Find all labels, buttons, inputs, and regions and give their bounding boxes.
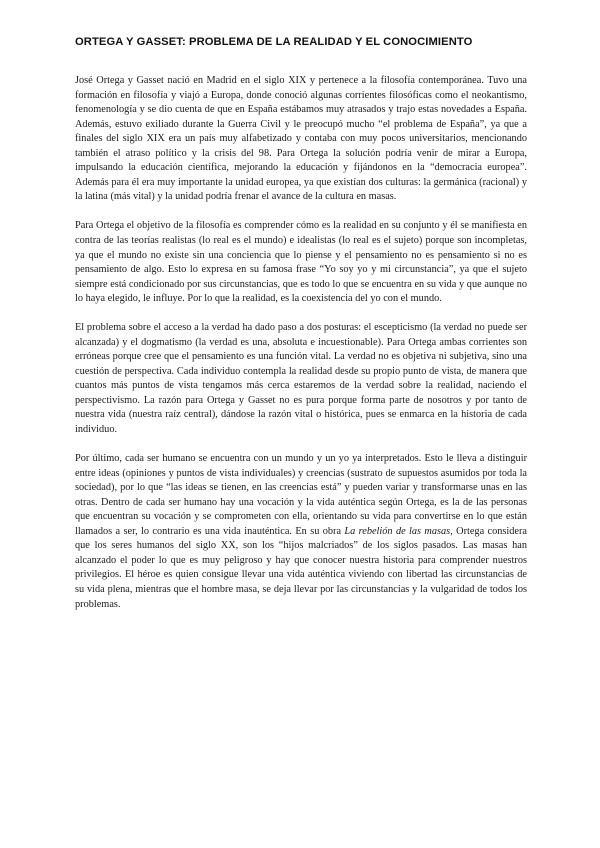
document-title: ORTEGA Y GASSET: PROBLEMA DE LA REALIDAD Y EL CONOCIMIENTO — [75, 36, 473, 48]
document-page — [75, 36, 527, 627]
book-title: La rebelión de las masas — [344, 525, 451, 537]
paragraph-text-part1: Por último, cada ser humano se encuentra con un mundo y un yo ya interpretados. Esto le lleva a distinguir entre ideas (opiniones y puntos de vista individuales) y creencias (sustrato de supuestos asumidos por toda la sociedad), por lo que “las ideas se tienen, en las creencias está” y pueden variar y transformarse unas en las otras. Dentro de cada ser humano hay una vocación y la vida auténtica según Ortega, es la de las personas que encuentran su vocación y se comprometen con ella, orientando su vida para convertirse en lo que están llamados a ser, lo contrario es una vida inauténtica. En su obra — [75, 453, 527, 537]
paragraph-truth: El problema sobre el acceso a la verdad ha dado paso a dos posturas: el escepticismo (la verdad no puede ser alcanzada) y el dogmatismo (la verdad es una, absoluta e incuestionable). Para Ortega ambas corrientes son erróneas porque cree que el pensamiento es una función vital. La verdad no es objetiva ni subjetiva, sino una cuestión de perspectiva. Cada individuo contempla la realidad desde su propio punto de vista, de manera que cuantos más puntos de vista tengamos más cerca estaremos de la verdad sobre la realidad, naciendo el perspectivismo. La razón para Ortega y Gasset no es pura porque forma parte de nosotros y por tanto de nuestra vida (nuestra raíz central), dándose la razón vital o histórica, pues se enmarca en la historia de cada individuo. — [75, 322, 527, 436]
paragraph-ideas-beliefs — [75, 452, 527, 612]
paragraph-biography: José Ortega y Gasset nació en Madrid en el siglo XIX y pertenece a la filosofía contemporánea. Tuvo una formación en filosofía y viajó a Europa, donde conoció algunas corrientes filosóficas como el neokantismo, fenomenología y se dio cuenta de que en España estábamos muy atrasados y trajo estas novedades a España. Además, estuvo exiliado durante la Guerra Civil y le preocupó mucho “el problema de España”, ya que a finales del siglo XIX era un país muy alfabetizado y contaba con muy pocos universitarios, mencionando también el atraso político y la crisis del 98. Para Ortega la solución podría venir de mirar a Europa, impulsando la educación científica, mejorando la educación y fijándonos en la “democracia europea”. Además para él era muy importante la unidad europea, ya que existían dos culturas: la germánica (racional) y la latina (más vital) y la unidad podría frenar el avance de la cultura en masas. — [75, 75, 527, 203]
paragraph-text-part2: , Ortega considera que los seres humanos del siglo XX, son los “hijos malcriados” de los siglos pasados. Las masas han alcanzado el poder lo que es muy peligroso y hay que conocer nuestra historia para comprender nuestros privilegios. El héroe es quien consigue llevar una vida auténtica viviendo con libertad las circunstancias de su vida plena, mientras que el hombre masa, se deja llevar por las circunstancias y la vulgaridad de todos los problemas. — [75, 525, 527, 610]
paragraph-reality: Para Ortega el objetivo de la filosofía es comprender cómo es la realidad en su conjunto y él se manifiesta en contra de las teorías realistas (lo real es el mundo) e idealistas (lo real es el sujeto) porque son incompletas, ya que el mundo no existe sin una conciencia que lo piense y el pensamiento no es pensamiento si no es pensamiento de algo. Esto lo expresa en su famosa frase “Yo soy yo y mi circunstancia”, ya que el sujeto siempre está condicionado por sus circunstancias, que es todo lo que se encuentra en su vida y que aunque no lo haya elegido, le influye. Por lo que la realidad, es la coexistencia del yo con el mundo. — [75, 220, 527, 305]
